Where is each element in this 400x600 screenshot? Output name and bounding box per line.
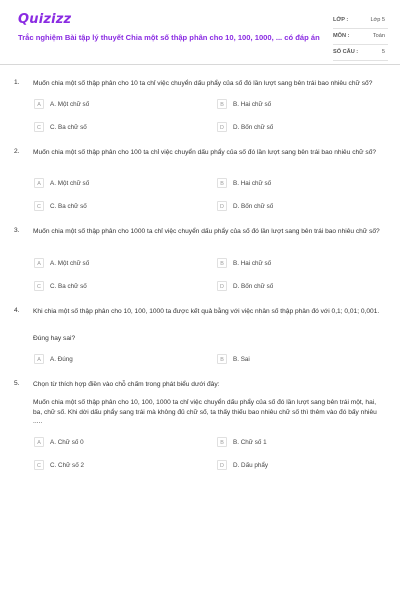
option-text: B. Hai chữ số xyxy=(233,179,272,187)
option-text: B. Hai chữ số xyxy=(233,259,272,267)
option-letter: D xyxy=(217,201,227,211)
option-a[interactable] xyxy=(34,354,73,364)
meta-row-subject xyxy=(333,30,388,45)
question-subtext: Muốn chia một số thập phân cho 10, 100, 1000 ta chỉ việc chuyển dấu phẩy của số đó lần lượt sang bên trái một, hai, ba, chữ số. Khi dời dấu phẩy sang trái mà không đủ chữ số, ta thấy thiếu bao nhiêu chữ số thì thêm vào đó bấy nhiêu ..... xyxy=(33,399,377,425)
option-letter: A xyxy=(34,437,44,447)
option-text: D. Bốn chữ số xyxy=(233,202,274,210)
option-letter: D xyxy=(217,281,227,291)
option-text: B. Chữ số 1 xyxy=(233,438,267,446)
option-text: A. Một chữ số xyxy=(50,100,90,108)
question-number: 3. xyxy=(14,227,20,234)
option-letter: A xyxy=(34,354,44,364)
option-d[interactable] xyxy=(217,460,268,470)
option-d[interactable] xyxy=(217,201,273,211)
option-text: D. Bốn chữ số xyxy=(233,282,274,290)
option-text: A. Chữ số 0 xyxy=(50,438,84,446)
option-letter: C xyxy=(34,281,44,291)
option-letter: D xyxy=(217,460,227,470)
option-letter: B xyxy=(217,99,227,109)
option-c[interactable] xyxy=(34,201,87,211)
option-text: B. Hai chữ số xyxy=(233,100,272,108)
option-d[interactable] xyxy=(217,281,273,291)
meta-row-class xyxy=(333,14,388,29)
meta-value: Toán xyxy=(372,33,385,39)
option-text: C. Ba chữ số xyxy=(50,282,87,290)
option-b[interactable] xyxy=(217,258,271,268)
option-letter: A xyxy=(34,258,44,268)
question-number: 2. xyxy=(14,148,20,155)
option-text: C. Ba chữ số xyxy=(50,123,87,131)
option-letter: D xyxy=(217,122,227,132)
meta-label: SỐ CÂU : xyxy=(333,49,359,55)
option-letter: B xyxy=(217,354,227,364)
option-a[interactable] xyxy=(34,437,84,447)
option-text: D. Dấu phẩy xyxy=(233,461,269,469)
option-b[interactable] xyxy=(217,178,271,188)
option-letter: A xyxy=(34,178,44,188)
option-letter: B xyxy=(217,258,227,268)
option-b[interactable] xyxy=(217,437,267,447)
option-text: A. Một chữ số xyxy=(50,259,90,267)
option-a[interactable] xyxy=(34,99,89,109)
option-text: C. Chữ số 2 xyxy=(50,461,84,469)
question-text: Muốn chia một số thập phân cho 100 ta chỉ việc chuyển dấu phẩy của số đó lần lượt sang bên trái bao nhiêu chữ số? xyxy=(33,149,377,156)
meta-value: 5 xyxy=(381,49,385,55)
question-text: Muốn chia một số thập phân cho 10 ta chỉ việc chuyển dấu phẩy của số đó lần lượt sang bên trái bao nhiêu chữ số? xyxy=(33,80,373,87)
question-text: Chọn từ thích hợp điền vào chỗ chấm trong phát biểu dưới đây: xyxy=(33,381,220,388)
option-text: A. Đúng xyxy=(50,355,73,363)
meta-label: MÔN : xyxy=(333,33,350,39)
option-c[interactable] xyxy=(34,122,87,132)
option-a[interactable] xyxy=(34,178,89,188)
option-a[interactable] xyxy=(34,258,89,268)
option-c[interactable] xyxy=(34,460,84,470)
question-number: 4. xyxy=(14,307,20,314)
option-text: D. Bốn chữ số xyxy=(233,123,274,131)
option-letter: C xyxy=(34,201,44,211)
quizizz-logo: Quizizz xyxy=(18,12,72,27)
option-c[interactable] xyxy=(34,281,87,291)
option-b[interactable] xyxy=(217,354,250,364)
meta-value: Lớp 5 xyxy=(370,17,385,23)
option-d[interactable] xyxy=(217,122,273,132)
option-letter: A xyxy=(34,99,44,109)
question-text: Khi chia một số thập phân cho 10, 100, 1000 ta được kết quả bằng với việc nhân số thập phân đó với 0,1; 0,01; 0,001. xyxy=(33,308,380,315)
option-text: C. Ba chữ số xyxy=(50,202,87,210)
meta-panel xyxy=(333,14,388,62)
option-text: B. Sai xyxy=(233,355,250,363)
page-title: Trắc nghiệm Bài tập lý thuyết Chia một số thập phân cho 10, 100, 1000, ... có đáp án xyxy=(18,33,320,42)
question-subtext: Đúng hay sai? xyxy=(33,335,76,342)
question-number: 1. xyxy=(14,79,20,86)
meta-row-count xyxy=(333,46,388,61)
header-divider xyxy=(0,64,400,65)
option-letter: C xyxy=(34,460,44,470)
question-text: Muốn chia một số thập phân cho 1000 ta chỉ việc chuyển dấu phẩy của số đó lần lượt sang bên trái bao nhiêu chữ số? xyxy=(33,228,380,235)
meta-label: LỚP : xyxy=(333,17,349,23)
option-letter: B xyxy=(217,437,227,447)
option-letter: C xyxy=(34,122,44,132)
option-b[interactable] xyxy=(217,99,271,109)
option-letter: B xyxy=(217,178,227,188)
question-number: 5. xyxy=(14,380,20,387)
option-text: A. Một chữ số xyxy=(50,179,90,187)
